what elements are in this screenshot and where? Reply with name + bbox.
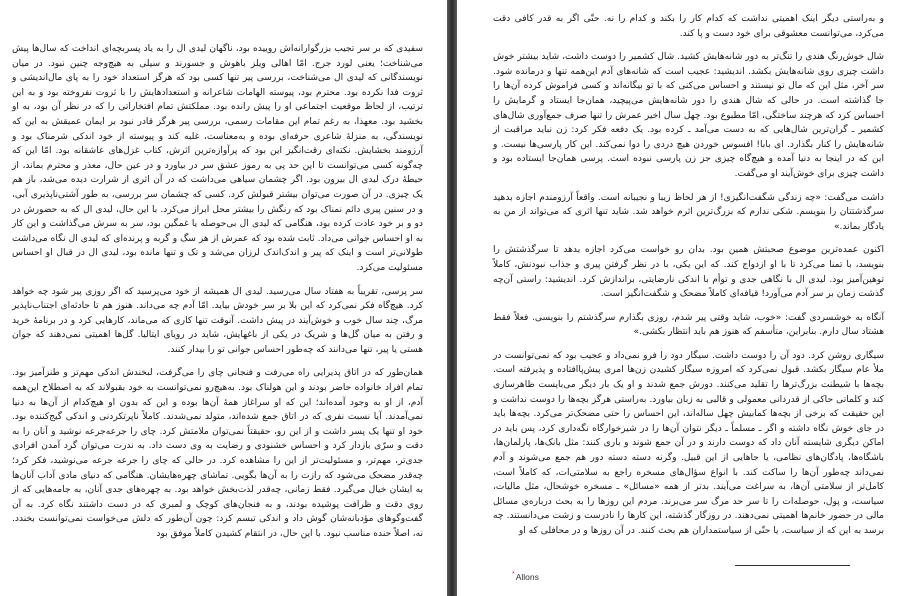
footnote-mark: *	[512, 571, 515, 578]
right-page	[457, 0, 905, 596]
paragraph: داشت می‌گفت: «چه زندگی شگفت‌انگیزی! از هر لحاظ زیبا و نجیبانه است. واقعاً آرزومندم اجازه بدهید سرگذشتتان را بنویسم. شکی ندارم که بزرگ‌ترین اثرم خواهد شد. شاید تنها اثری که می‌تواند از من به یادگار بماند.»	[493, 192, 884, 232]
paragraph: سیگاری روشن کرد. دود آن را دوست داشت. سیگار دود را فرو نمی‌داد و عجیب بود که نمی‌توانست در ملأ عام سیگار بکشد. قبول نمی‌کرد که امروزه سیگار کشیدن زن‌ها امری پیش‌پاافتاده و پذیرفته است. بچه‌ها با شیطنت بزرگ‌ترها را تقلید می‌کنند. دورش جمع شدند و او یک بار دیگر می‌بایست ظاهرسازی کند و کلماتی حاکی از قدردانی معمولی و قالبی به زبان بیاورد. به‌راستی هرگز بچه‌ها را دوست نداشت و این حقیقت که برخی از بچه‌ها کمابیش چهل ساله‌اند، این احساس را حتی مضحک‌تر می‌کرد. بچه‌ها باید در جای خوش نگاه داشته و اگر ـ مسلماً ـ دیگر نتوان آن‌ها را در شیرخوارگاه نگه‌داری کرد، پس باید در اماکن دیگری شایسته آنان داد که دوست دارند و در آن جمع شوند و باری کنند: مثل بانک‌ها، پارلمان‌ها، باشگاه‌ها، پادگان‌های نظامی، یا جاهایی از این قبیل. وگرنه دسته دسته دور هم جمع می‌شوند و آدم نمی‌داند چه‌طور آن‌ها را ساکت کند. با انواع سؤال‌های مسخره راجع به سلامتی‌ات، که کاملاً است، کامل‌تر از سلامتی آن‌ها، به سراغت می‌آیند. بدتر از همه «مسائل» ـ مسخره خوشحال، مثل مالیات، سیاست، و پول، حوصله‌ات را تا سر حد مرگ سر می‌برند. مردم این روزها را به بحث درباره‌ی مسائل مالی در حضور خانم‌ها اهمیتی نمی‌دهند. در روزگار گذشته، این کارها را نادرست و زشت می‌دانستند. چه برسد به این که از سیاست، یا حتّی از سیاستمداران هم بحث کنند. در آن روزها و در محافلی که او	[493, 350, 884, 536]
footnote-rule	[735, 565, 850, 566]
paragraph: همان‌طور که در اتاق پذیرایی راه می‌رفت و فنجانی چای را می‌گرفت، لبخندش اندکی مهم‌تر و طنزآمیز بود. تمام افراد خانواده حاضر بودند و این هولناک بود. به‌هیچ‌رو نمی‌توانست به خود بقبولاند که به اصطلاح این‌همه آدم، از او به وجود آمده‌اند؛ این که او سراغاز همهٔ آن‌ها بوده و این که بدون او هیچ‌کدام از آن‌ها به دنیا نمی‌آمدند. آیا نسبت نفری که در اتاق جمع شده‌اند، متولد نمی‌شدند. کاملاً ناپرتکردنی و اندکی گیج‌کننده بود. خود او تنها یک پسر داشت و از این رو، حقیقتاً نمی‌توان ملامتش کرد. چای را جرعه‌جرعه نوشید و آنان را به دقت و سرّی بازدار کرد و احساس خشنودی و رضایت به وی دست داد. به ندرت می‌توان گرد آمدن افرادی جدی‌تر، مهم‌تر، و مسئولیت‌تر از این را مشاهده کرد. در حالی که چای را جرعه جرعه می‌نوشید، فکر کرد؛ چه‌قدر مضحک می‌شود که رازت را به آن‌ها بگویی. تماشای چهره‌هایشان. هنگامی که دنیای مادی آداب آنان‌ها به ایشان خیال می‌گیرد. فقط زمانی، چه‌قدر لذت‌بخش خواهد بود. به چهره‌های جدی آنان، به جامه‌هایی که از روی دقت و ظرافت پوشیده بودند، و به فنجان‌های کوچک و لمبری که در دست داشتند نگاه کرد. به آن گفت‌وگوهای مؤدبانه‌شان گوش داد و اندکی تبسم کرد: چون آن‌طور که دلش می‌خواست نمی‌توانست بخندد. نه، اصلاً حنده مناسب نبود. با این حال، در انتقام کشیدن کاملاً موفق بود	[12, 368, 423, 539]
paragraph: شال خوش‌رنگ هندی را تنگ‌تر به دور شانه‌هایش کشید. شال کشمیر را دوست داشت، شاید بیشتر خوش داشت چیزی روی شانه‌هایش بکشد. اندیشید: عجیب است که شانه‌های آدم این‌همه تنها و درمانده شود. سر آخر، مثل این که مال تو نیستند و احساس می‌کنی که با تو بیگانه‌اند و کسی فراموش کرده آن‌ها را جا گذاشته است. در حالی که شال هندی را دور شانه‌هایش می‌پیچید، همان‌جا ایستاد و گرمایش را احساس کرد که هرچند ساختگی، امّا مطبوع بود. چهل سال اخیر عمرش را تنها صرف جمع‌آوری شال‌های کشمیر ـ گران‌ترین شال‌هایی که به دست می‌آمد ـ کرده بود. یک دفعه فکر کرد: زن نباید مراقبت از شانه‌هایش را کنار بگذارد. ای بابا! افسوس خوردن هیچ دردی را دوا نمی‌کند. این کار پارسی‌ها نیست. و این که در اینجا به دنیا آمده و هیچ‌گاه چیزی جز زن پارسی نبوده است. پرسی همان‌جا ایستاده بود و داشت چیزی برای خوش‌آیند او می‌گفت.	[493, 52, 884, 179]
footnote	[512, 571, 539, 582]
paragraph: اکنون عمده‌ترین موضوع صحبتش همین بود. بدان رو خواست می‌کرد اجازه بدهد تا سرگذشتش را بنویسد، با تمنا می‌کرد تا با او ازدواج کند. که این یکی، با در نظر گرفتن پیری و جذاب نبودنش، کاملاً توهین‌آمیز بود. لیدی ال با نگاهی جدی و توأم با اندکی نارضایتی، براندازش کرد. اندیشید: راستی آن‌چه گذشت زمان بر سر آدم می‌آورد! قیافه‌ای کاملاً مضحک و شگفت‌انگیز است.	[493, 245, 884, 300]
paragraph: سر پرسی، تقریباً به هفتاد سال می‌رسید. لیدی ال همیشه از خود می‌پرسید که اگر روزی پیر شود چه خواهد کرد. هیچ‌گاه فکر نمی‌کرد که این بلا بر سر خودش بیاید. امّا آدم چه می‌داند. هنوز هم تا حادثه‌ای اجتناب‌ناپذیر مرگ، چند سال خوب و خوش‌آیند در پیش داشت. آنوقت تنها کاری که می‌ماند، کارهایی کرد و در برنامهٔ خرید و رفتن به میان گل‌ها و شریک در یکی از باغهایش، شاید در رویای ایتالیا. گل‌ها اهمیتی نمی‌دهند که جوان هستی یا پیر، تنها می‌دانند که چه‌طور احساس جوانی تو را بیدار کنند.	[12, 286, 423, 355]
paragraph: و به‌راستی دیگر اینک اهمیتی نداشت که کدام کار را بکند و کدام را نه. حتّی اگر به قدر کافی دقت می‌کرد، می‌توانست معشوقی برای خود دست و پا کند.	[493, 14, 884, 39]
left-page	[0, 0, 447, 596]
paragraph: سفیدی که بر سر تجیب بزرگوارانه‌اش روییده بود، ناگهان لیدی ال را به یاد پسربچه‌ای انداخت که سال‌ها پیش می‌شناخت؛ یعنی لورد جرج. امّا اهالی ویلز باهوش و جسورند و سیلی به هیچ‌وجه چنین نبود. در میان نویسندگانی که لیدی ال می‌شناخت، بررسی پیر تنها کسی بود که هرگز استعداد خود را به پای مال‌اندیشی و ثروت فدا نکرده بود. محترم بود، پیوسته الهامات شاعرانه و استعدادهایش را با ثروت نفروخته بود و به این ترتیب، از لحاظ موقعیت اجتماعی او را پیش رانده بود. مملکتش تمام افتخاراتی را که در نظر آن بود، به او بخشید بود. معهذا، به رغم تمام این مقامات رسمی، بررسی پیر هرگز قادر نبود بر ایمان عمیقش به این که نویسندگی، به منزلهٔ شاعری حرفه‌ای بوده و به‌معناست، غلبه کند و پیوسته از خود اندکی شرمناک بود و آرزومند بخشایش. نکته‌ای رقت‌انگیز این بود که پرآوازه‌ترین اثرش، کتاب غزل‌های عاشقانه بود. امّا این که چه‌گونه کسی می‌توانست تا این حد پی به رموز عشق سر در بیاورد و در عین حال، معذر و محترم بماند، از حیطهٔ درک لیدی ال بیرون بود. اگر چشمان سیاهی می‌داشت که در آن اثری از شرارت دیده می‌شد، باز هم یک چیزی. در آن صورت می‌توان بیشتر قبولش کرد. کسی که چشمان سر بررسی، به طور آشتی‌ناپذیری آبی، و در سنین پیری دائم نمناک بود که رنگش را بیشتر محل ابراز می‌کرد. با این حال، لیدی ال که به حضورش در دو و بر خود عادت کرده بود، هنگامی که لیدی ال بی‌حوصله یا غمگین بود، سر به سرش می‌گذاشت و این کار به او احساس جوانی می‌داد. ثابت شده بود که عمرش از هر سگ و گربه و پرنده‌ای که لیدی ال نگاه می‌داشت طولانی‌تر است و اینک که پیر و اندک‌اندک لرزان می‌شد و تک و تنها مانده بود، لیدی ال در قبال او احساس مسئولیت می‌کرد.	[12, 44, 423, 273]
page-gutter	[447, 0, 457, 596]
footnote-text: Allons	[515, 571, 539, 582]
paragraph: آنگاه به خوشسردی گفت: «خوب، شاید وقتی پیر شدم، روزی بگذارم سرگذشتم را بنویسی. فعلاً فقط هشتاد سال دارم. بنابراین، متأسفم که هنوز هم باید انتظار بکشی.»	[493, 312, 884, 338]
